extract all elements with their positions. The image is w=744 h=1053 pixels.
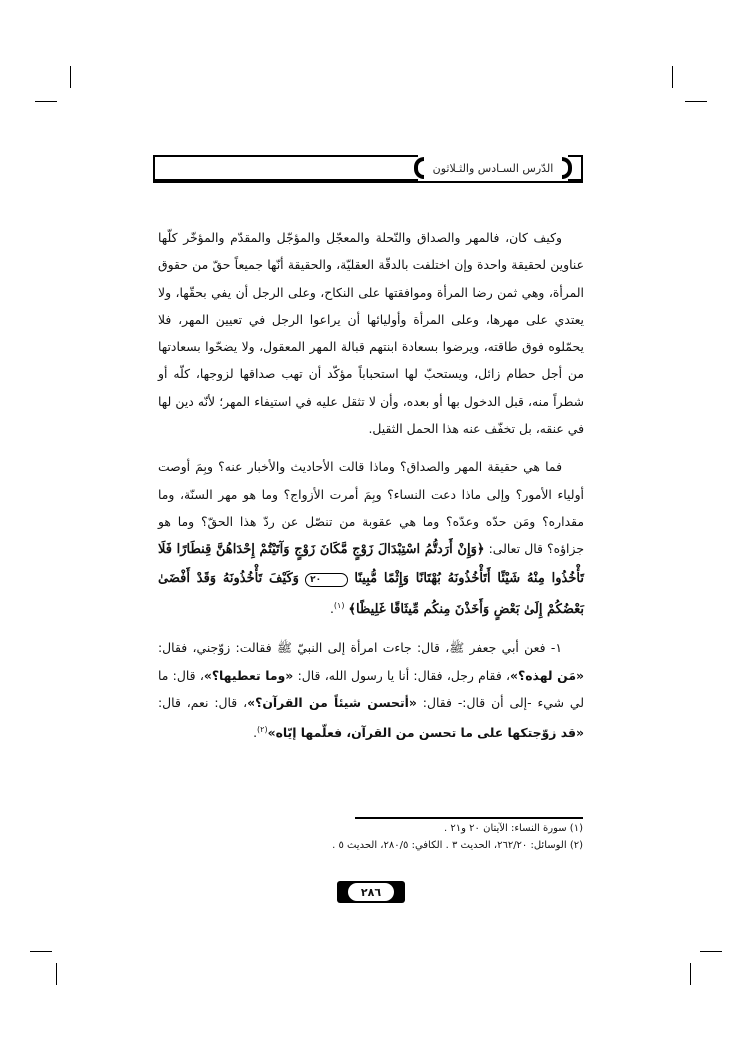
crop-mark-top-right-horizontal [685,101,707,102]
hadith-quote-3: «أتحسن شيئاً من القرآن؟» [247,694,417,710]
crop-mark-top-left-horizontal [35,101,57,102]
crop-mark-bottom-right-horizontal [700,951,722,952]
crop-mark-bottom-left-vertical [56,963,57,985]
paragraph-questions [158,453,584,623]
hadith-text-4: ، قال: نعم، قال: [158,694,248,710]
lesson-title: الدّرس السـادس والثـلاثون [432,161,554,175]
hadith-quote-1: «مَن لهذه؟» [510,667,584,683]
footnote-reference-2[interactable]: (٢) [257,725,268,735]
crop-mark-bottom-right-vertical [690,963,691,985]
main-text [158,224,584,747]
paragraph-mahr-definition: وكيف كان، فالمهر والصداق والنّحلة والمعجّل والمؤجّل والمقدّم والمؤخّر كلّها عناوين لحقيقة واحدة وإن اختلفت بالدقّة العقليّة، والحقيقة أنّها جميعاً حقّ من حقوق المرأة، وهي ثمن رضا المرأة وموافقتها على النكاح، وعلى الرجل أن يفي بحقّها، ولا يعتدي على مهرها، وعلى المرأة وأوليائها أن يراعوا الرجل في تعيين المهر، فلا يحمّلوه فوق طاقته، ويرضوا بسعادة ابنتهم قبالة المهر المعقول، ولا يضحّوا بسعادتها من أجل حطام زائل، ويستحبّ لها استحباباً مؤكّد أن تهب صداقها لزوجها، كلّه أو شطراً منه، قبل الدخول بها أو بعده، وأن لا تثقل عليه في استيفاء المهر؛ لأنّه دين لها في عنقه، بل تخفّف عنه هذا الحمل الثقيل. [158,230,584,437]
period: . [329,600,334,616]
crop-mark-top-right-vertical [672,66,673,88]
questions-text: فما هي حقيقة المهر والصداق؟ وماذا قالت الأحاديث والأخبار عنه؟ وبِمَ أوصت أولياء الأمور؟ وإلى ماذا دعت النساء؟ وبِمَ أمرت الأزواج؟ وما هو مهر السنّة، وما مقداره؟ ومَن حدّه وعدّه؟ وما هي عقوبة من تنصّل عن ردّ هذا الحقّ؟ وما هو جزاؤه؟ قال تعالى: [158,459,584,557]
footnote-1: (١) سورة النساء: الآيتان ٢٠ و٢١ . [444,823,583,834]
hadith-text-2: ، فقام رجل، فقال: أنا يا رسول الله، قال: [293,667,511,683]
running-header-label [418,155,568,181]
crop-mark-top-left-vertical [70,66,71,88]
footnote-separator [355,817,583,819]
footnotes [270,820,583,854]
page-number: ٢٨٦ [348,883,394,901]
paragraph-hadith [158,634,584,746]
quran-verse-part-1: ﴿وَإِنْ أَرَدتُّمُ اسْتِبْدَالَ زَوْجٍ مَّكَانَ زَوْجٍ وَآتَيْتُمْ إِحْدَاهُنَّ قِنطَارًا فَلَا تَأْخُذُوا مِنْهُ شَيْئًا أَتَأْخُذُونَهُ بُهْتَانًا وَإِثْمًا مُّبِينًا [158,542,584,586]
hadith-text-1: ١- فعن أبي جعفر ﷺ، قال: جاءت امرأة إلى النبيّ ﷺ فقالت: زوّجني، فقال: [158,640,562,656]
crop-mark-bottom-left-horizontal [30,951,52,952]
period: . [253,725,258,741]
ayah-number-marker: ٢٠ [305,573,348,587]
hadith-quote-2: «وما تعطيها؟» [203,667,294,683]
footnote-2: (٢) الوسائل: ٢٦٢/٢٠، الحديث ٣ . الكافي: ٢٨٠/٥، الحديث ٥ . [332,840,583,851]
hadith-quote-4: «قد زوّجتكها على ما تحسن من القرآن، فعلّمها إيّاه» [267,725,584,741]
hadith-text-3: ، قال: ما لي شيء -إلى أن قال:- فقال: [158,667,584,710]
quran-verse-part-2: وَكَيْفَ تَأْخُذُونَهُ وَقَدْ أَفْضَىٰ بَعْضُكُمْ إِلَىٰ بَعْضٍ وَأَخَذْنَ مِنكُم مِّيثَاقًا غَلِيظًا﴾ [158,570,584,617]
footnote-reference-1[interactable]: (١) [333,600,345,610]
